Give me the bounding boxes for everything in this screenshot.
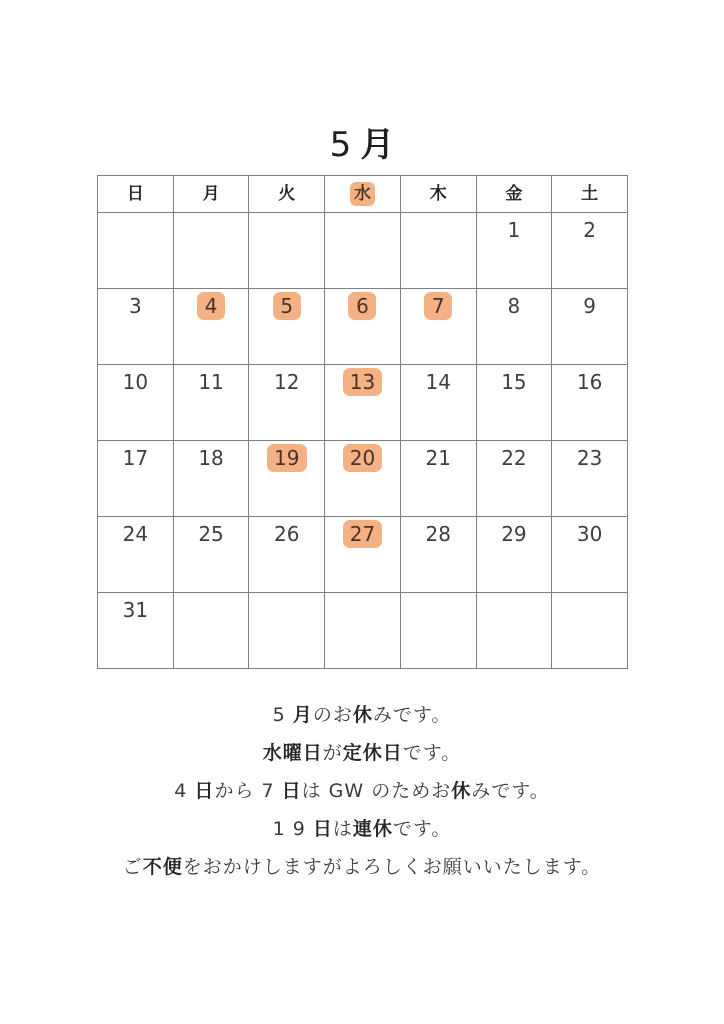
day-cell [401,441,477,517]
day-number: 17 [122,446,149,470]
day-cell [249,593,325,669]
day-cell [401,213,477,289]
day-cell [98,593,174,669]
note-emphasis-text: 水曜日 [262,742,323,764]
day-cell [552,213,628,289]
notes [0,704,724,894]
day-cell [98,365,174,441]
weekday-header-cell [98,176,174,213]
day-cell [325,593,401,669]
day-cell [552,593,628,669]
closed-day-number: 13 [343,368,382,396]
weekday-label: 木 [429,184,447,204]
closed-day-number: 5 [273,292,301,320]
day-cell [174,441,250,517]
note-line [0,704,724,726]
calendar-grid [97,175,628,669]
day-cell [401,289,477,365]
day-cell [552,517,628,593]
day-number: 31 [122,598,149,622]
day-number: 3 [128,294,142,318]
day-cell [174,289,250,365]
day-cell [325,441,401,517]
day-cell [98,441,174,517]
day-cell [325,517,401,593]
weekday-label: 土 [581,184,599,204]
day-number: 10 [122,370,149,394]
note-emphasis-text: 日 [194,780,215,802]
note-emphasis-text: 休 [352,704,373,726]
day-cell [98,517,174,593]
weekday-header-cell [401,176,477,213]
note-text: です。 [392,818,452,840]
month-number: 5 [329,125,352,165]
day-cell [477,289,553,365]
day-cell [552,289,628,365]
note-emphasis-text: 休 [451,780,472,802]
day-number: 21 [425,446,451,470]
note-text: が [322,742,343,764]
closed-day-number: 27 [343,520,382,548]
day-number: 9 [583,294,596,318]
note-text: ご [122,856,143,878]
day-number: 16 [576,370,603,394]
day-cell [249,213,325,289]
day-cell [98,213,174,289]
weekday-header-cell [552,176,628,213]
day-cell [249,441,325,517]
note-emphasis-text: 日 [281,780,302,802]
note-emphasis-text: 定休日 [342,742,403,764]
day-number: 23 [576,446,603,470]
note-emphasis-text: 日 [312,818,333,840]
day-cell [98,289,174,365]
day-number: 26 [274,522,300,546]
note-text: は GW のためお [301,780,452,802]
weekday-header-cell [174,176,250,213]
day-cell [401,365,477,441]
day-cell [249,289,325,365]
day-cell [477,517,553,593]
note-text: は [332,818,353,840]
weekday-label: 金 [505,184,523,204]
weekday-header-cell [477,176,553,213]
note-text: です。 [402,742,462,764]
closed-weekday-label: 水 [350,182,375,206]
closed-day-number: 6 [348,292,376,320]
day-number: 18 [198,446,224,470]
note-text: 1 9 [272,818,313,840]
day-cell [552,441,628,517]
note-text: 4 [174,780,195,802]
day-number: 29 [501,522,527,546]
day-number: 12 [274,370,300,394]
note-emphasis-text: 月 [292,704,313,726]
day-cell [325,365,401,441]
day-cell [325,289,401,365]
note-text: をおかけしますがよろしくお願いいたします。 [182,856,602,878]
note-text: みです。 [471,780,550,802]
day-cell [477,441,553,517]
day-number: 2 [583,218,596,242]
weekday-header-cell [325,176,401,213]
note-line [0,856,724,878]
day-cell [249,365,325,441]
day-number: 11 [198,370,224,394]
day-number: 22 [501,446,527,470]
day-cell [477,593,553,669]
month-kanji: 月 [360,125,395,165]
day-number: 8 [507,294,521,318]
day-number: 24 [122,522,149,546]
closed-day-number: 19 [267,444,306,472]
note-text: から 7 [214,780,282,802]
day-cell [174,517,250,593]
note-text: のお [312,704,353,726]
note-text: みです。 [372,704,452,726]
note-line [0,742,724,764]
day-cell [174,593,250,669]
day-cell [477,213,553,289]
day-cell [249,517,325,593]
day-number: 15 [501,370,527,394]
page-title [0,125,724,165]
weekday-label: 月 [202,184,220,204]
day-cell [401,593,477,669]
day-cell [401,517,477,593]
day-cell [552,365,628,441]
note-text: 5 [272,704,293,726]
day-cell [477,365,553,441]
day-number: 1 [507,218,521,242]
day-number: 25 [198,522,224,546]
day-cell [174,365,250,441]
day-number: 30 [576,522,603,546]
weekday-label: 火 [278,184,296,204]
weekday-label: 日 [126,184,144,204]
note-emphasis-text: 不便 [142,856,183,878]
note-line [0,818,724,840]
day-cell [325,213,401,289]
day-number: 28 [425,522,451,546]
closed-day-number: 4 [197,292,225,320]
day-number: 14 [425,370,451,394]
closed-day-number: 20 [343,444,382,472]
note-emphasis-text: 連休 [352,818,393,840]
closed-day-number: 7 [424,292,452,320]
weekday-header-cell [249,176,325,213]
note-line [0,780,724,802]
day-cell [174,213,250,289]
